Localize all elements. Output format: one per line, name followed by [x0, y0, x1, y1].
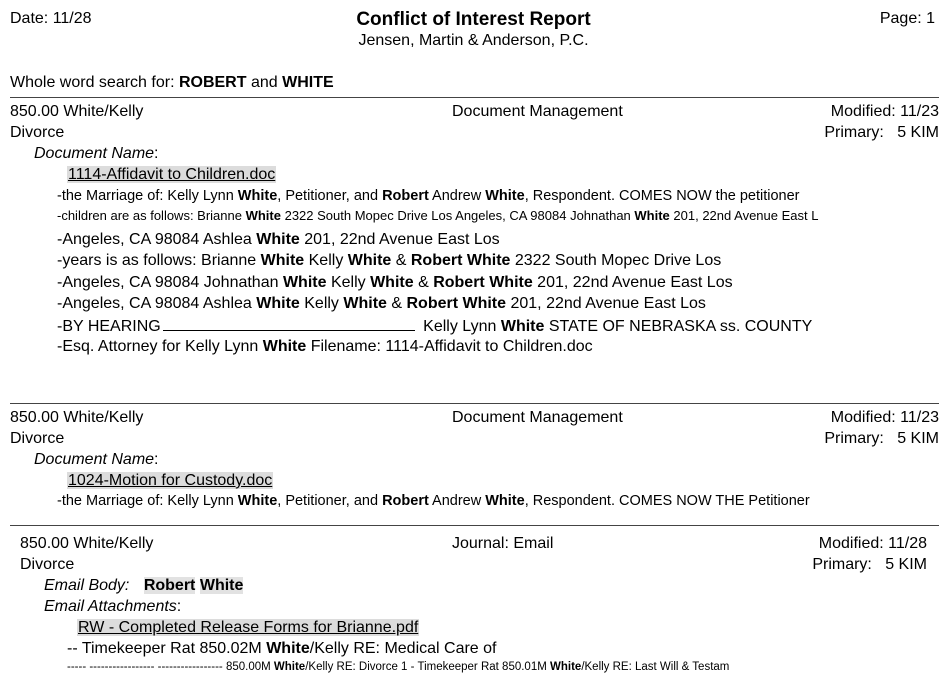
hit: White [199, 577, 244, 594]
hit: Robert White [433, 274, 533, 291]
hit: White [262, 338, 307, 355]
page-number: Page: 1 [879, 10, 935, 27]
field-label-colon: : [154, 451, 159, 468]
signature-blank [163, 316, 415, 331]
hit: White [256, 231, 300, 248]
text: /Kelly RE: Last Will & Testam [581, 661, 730, 673]
match-line [57, 208, 818, 223]
hit: White [245, 208, 281, 223]
hit: White [237, 188, 278, 204]
match-line [57, 295, 706, 313]
text: ----- ----------------- ----------------- 850.00M [67, 661, 274, 673]
text: , Petitioner, and [277, 188, 383, 204]
document-filename[interactable]: 1024-Motion for Custody.doc [68, 472, 273, 489]
hit: Robert [382, 188, 429, 204]
divider [10, 403, 939, 404]
match-line [67, 640, 496, 658]
search-conj: and [246, 74, 283, 91]
text: -Esq. Attorney for Kelly Lynn [57, 338, 263, 355]
hit: White [266, 640, 310, 657]
text: 201, 22nd Avenue East L [669, 208, 819, 223]
text: -Angeles, CA 98084 Johnathan [57, 274, 283, 291]
text: 201, 22nd Avenue East Los [506, 295, 706, 312]
text: Kelly [326, 274, 371, 291]
divider [10, 97, 939, 98]
text: Filename: 1114-Affidavit to Children.doc [306, 338, 593, 355]
primary-timekeeper: Primary: 5 KIM [824, 430, 939, 447]
match-line [57, 493, 810, 509]
email-body-label: Email Body: [44, 577, 130, 594]
text: 2322 South Mopec Drive Los [510, 252, 722, 269]
text: 201, 22nd Avenue East Los [532, 274, 733, 291]
text: -children are as follows: Brianne [57, 208, 246, 223]
primary-timekeeper: Primary: 5 KIM [824, 124, 939, 141]
text: & [413, 274, 434, 291]
text: -the Marriage of: Kelly Lynn [57, 493, 238, 509]
hit: Robert White [406, 295, 507, 312]
text: 201, 22nd Avenue East Los [299, 231, 500, 248]
text: , Petitioner, and [277, 493, 383, 509]
text: Kelly [299, 295, 344, 312]
text: -Angeles, CA 98084 Ashlea [57, 295, 257, 312]
attachment-filename[interactable]: RW - Completed Release Forms for Brianne.pdf [78, 619, 419, 636]
hit: White [343, 295, 387, 312]
hit: White [370, 274, 414, 291]
document-link[interactable] [67, 472, 273, 490]
hit: White [500, 318, 545, 335]
matter-category: Divorce [20, 556, 75, 573]
text: STATE OF NEBRASKA ss. COUNTY [544, 318, 813, 335]
match-line [67, 661, 729, 673]
match-line [57, 274, 733, 292]
text: -BY HEARING [57, 318, 161, 335]
text: Andrew [428, 188, 486, 204]
match-line [57, 316, 812, 336]
report-date: Date: 11/28 [10, 10, 92, 27]
search-term-1: ROBERT [178, 74, 247, 91]
hit: Robert White [410, 252, 511, 269]
text: , Respondent. COMES NOW the petitioner [524, 188, 800, 204]
hit: White [273, 661, 306, 673]
matter-id: 850.00 White/Kelly [10, 103, 144, 120]
hit: Robert [143, 577, 196, 594]
modified-date: Modified: 11/23 [830, 103, 939, 120]
hit: White [282, 274, 327, 291]
hit: White [260, 252, 305, 269]
field-label [34, 451, 159, 469]
text: /Kelly RE: Medical Care of [309, 640, 497, 657]
match-line [57, 231, 500, 249]
hit: White [256, 295, 300, 312]
text: 2322 South Mopec Drive Los Angeles, CA 98084 Johnathan [280, 208, 635, 223]
text: Kelly Lynn [418, 318, 501, 335]
field-label-colon: : [176, 598, 182, 615]
modified-date: Modified: 11/28 [818, 535, 927, 552]
primary-timekeeper: Primary: 5 KIM [812, 556, 927, 573]
record-type: Document Management [452, 103, 623, 120]
hit: White [347, 252, 392, 269]
search-term-2: WHITE [282, 74, 334, 91]
text: -- Timekeeper Rat 850.02M [67, 640, 267, 657]
text: -Angeles, CA 98084 Ashlea [57, 231, 257, 248]
field-label [34, 145, 159, 163]
field-label-text: Email Attachments [44, 598, 177, 615]
search-criteria [10, 74, 334, 92]
text: , Respondent. COMES NOW THE Petitioner [524, 493, 810, 509]
hit: White [485, 188, 525, 204]
hit: White [485, 493, 525, 509]
divider [10, 525, 939, 526]
field-label-colon: : [154, 145, 159, 162]
document-filename[interactable]: 1114-Affidavit to Children.doc [68, 166, 276, 183]
text: Andrew [428, 493, 486, 509]
match-line [57, 188, 800, 204]
match-line [57, 338, 593, 356]
text: Kelly [304, 252, 348, 269]
firm-name: Jensen, Martin & Anderson, P.C. [358, 32, 589, 49]
hit: White [634, 208, 670, 223]
attachment-link[interactable] [77, 619, 419, 637]
matter-id: 850.00 White/Kelly [20, 535, 154, 552]
field-label-text: Document Name [34, 451, 155, 468]
text: -the Marriage of: Kelly Lynn [57, 188, 238, 204]
modified-date: Modified: 11/23 [830, 409, 939, 426]
hit: White [237, 493, 278, 509]
field-label [44, 598, 181, 616]
search-prefix: Whole word search for: [10, 74, 179, 91]
email-body-row [44, 577, 243, 595]
text: & [391, 252, 411, 269]
matter-category: Divorce [10, 124, 65, 141]
hit: White [550, 661, 582, 673]
hit: Robert [382, 493, 429, 509]
text: /Kelly RE: Divorce 1 - Timekeeper Rat 850.01M [305, 661, 550, 673]
text: -years is as follows: Brianne [57, 252, 261, 269]
document-link[interactable] [67, 166, 276, 184]
match-line [57, 252, 721, 270]
report-title: Conflict of Interest Report [356, 9, 591, 30]
field-label-text: Document Name [34, 145, 155, 162]
matter-category: Divorce [10, 430, 65, 447]
matter-id: 850.00 White/Kelly [10, 409, 144, 426]
text: & [386, 295, 407, 312]
record-type: Document Management [452, 409, 623, 426]
record-type: Journal: Email [452, 535, 554, 552]
